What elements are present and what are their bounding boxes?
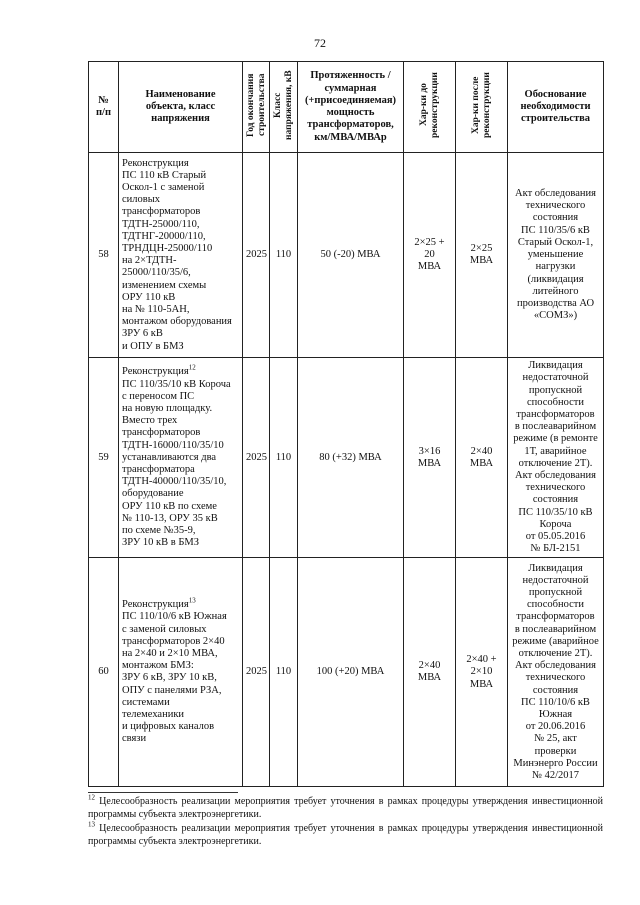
row-capacity: 100 (+20) МВА	[298, 558, 404, 787]
header-year-label: Год окончания строительства	[246, 73, 267, 137]
footnote-mark: 13	[88, 820, 95, 829]
header-voltage-label: Класс напряжения, кВ	[273, 70, 294, 140]
row-after: 2×25 МВА	[456, 153, 508, 358]
table-header-row	[89, 62, 604, 153]
row-year: 2025	[243, 153, 270, 358]
header-name: Наименование объекта, класс напряжения	[119, 62, 243, 153]
row-after: 2×40 + 2×10 МВА	[456, 558, 508, 787]
row-justification: Ликвидация недостаточной пропускной способности трансформаторов в послеаварийном режиме (в ремонте 1Т, аварийное отключение 2Т). Акт обследования технического состояния ПС 110/35/10 кВ Короча от 05.05.2016 № БЛ-2151	[508, 358, 604, 558]
row-before: 2×40 МВА	[404, 558, 456, 787]
row-year: 2025	[243, 358, 270, 558]
row-name	[119, 558, 243, 787]
row-capacity: 80 (+32) МВА	[298, 358, 404, 558]
footnotes	[88, 793, 603, 850]
footnote-mark: 12	[88, 793, 95, 802]
table-row	[89, 558, 604, 787]
investment-table	[88, 61, 604, 787]
row-name-rest: ПС 110/10/6 кВ Южная с заменой силовых трансформаторов 2×40 на 2×40 и 2×10 МВА, монтажом БМЗ: ЗРУ 6 кВ, ЗРУ 10 кВ, ОПУ с панелями РЗА, системами телемеханики и цифровых каналов связи	[122, 611, 227, 745]
row-num: 58	[89, 153, 119, 358]
row-before: 2×25 + 20 МВА	[404, 153, 456, 358]
page-number: 72	[314, 36, 326, 50]
row-justification: Акт обследования технического состояния ПС 110/35/6 кВ Старый Оскол-1, уменьшение нагрузки (ликвидация литейного производства АО «СОМЗ»)	[508, 153, 604, 358]
header-voltage	[270, 62, 298, 153]
row-num: 59	[89, 358, 119, 558]
header-justification: Обоснование необходимости строительства	[508, 62, 604, 153]
row-voltage: 110	[270, 558, 298, 787]
row-year: 2025	[243, 558, 270, 787]
header-before-label: Хар-ки до реконструкции	[418, 72, 440, 138]
row-name	[119, 358, 243, 558]
row-name	[119, 153, 243, 358]
row-name-text: Реконструкция ПС 110 кВ Старый Оскол-1 с заменой силовых трансформаторов ТДТН-25000/110, ТДТНГ-20000/110, ТРНДЦН-25000/110 на 2×ТДТН- 25000/110/35/6, изменением схемы ОРУ 110 кВ на № 110-5АН, монтажом оборудования ЗРУ 6 кВ и ОПУ в БМЗ	[122, 157, 232, 352]
row-justification: Ликвидация недостаточной пропускной способности трансформаторов в послеаварийном режиме (аварийное отключение 2Т). Акт обследования технического состояния ПС 110/10/6 кВ Южная от 20.06.2016 № 25, акт проверки Минэнерго России № 42/2017	[508, 558, 604, 787]
header-capacity: Протяженность / суммарная (+присоединяемая) мощность трансформаторов, км/МВА/МВАр	[298, 62, 404, 153]
row-name-text: Реконструкция	[122, 366, 189, 378]
row-name-text: Реконструкция	[122, 599, 189, 611]
row-before: 3×16 МВА	[404, 358, 456, 558]
row-footnote-ref: 13	[188, 596, 196, 605]
row-after: 2×40 МВА	[456, 358, 508, 558]
header-before	[404, 62, 456, 153]
table-row	[89, 358, 604, 558]
footnote-text: Целесообразность реализации мероприятия требует уточнения в рамках процедуры утверждения инвестиционной программы субъекта электроэнергетики.	[88, 823, 603, 847]
row-voltage: 110	[270, 153, 298, 358]
row-name-rest: ПС 110/35/10 кВ Короча с переносом ПС на новую площадку. Вместо трех трансформаторов ТДТН-16000/110/35/10 устанавливаются два трансформатора ТДТН-40000/110/35/10, оборудование ОРУ 110 кВ по схеме № 110-13, ОРУ 35 кВ по схеме №35-9, ЗРУ 10 кВ в БМЗ	[122, 378, 231, 549]
footnote-divider	[88, 792, 238, 793]
footnote-12	[88, 793, 603, 821]
row-footnote-ref: 12	[188, 363, 196, 372]
header-after	[456, 62, 508, 153]
header-year	[243, 62, 270, 153]
table-row	[89, 153, 604, 358]
row-capacity: 50 (-20) МВА	[298, 153, 404, 358]
row-num: 60	[89, 558, 119, 787]
header-after-label: Хар-ки после реконструкции	[470, 72, 492, 138]
header-num: № п/п	[89, 62, 119, 153]
footnote-text: Целесообразность реализации мероприятия требует уточнения в рамках процедуры утверждения инвестиционной программы субъекта электроэнергетики.	[88, 796, 603, 820]
footnote-13	[88, 820, 603, 848]
row-voltage: 110	[270, 358, 298, 558]
